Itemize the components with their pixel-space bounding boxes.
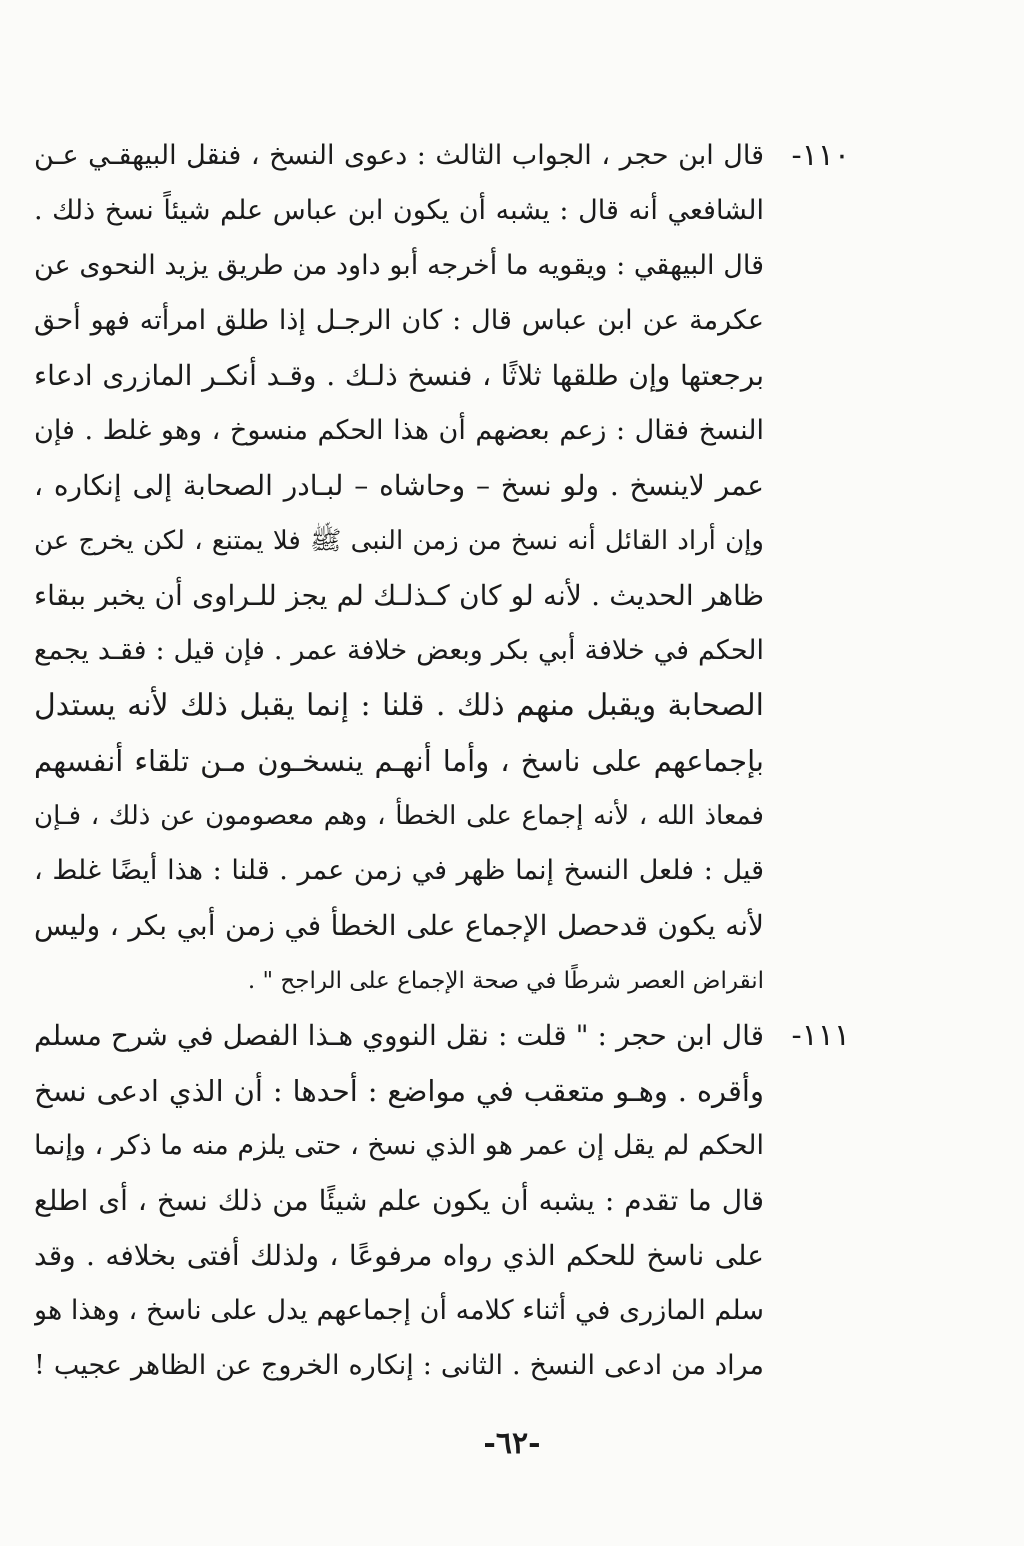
text-line-6: النسخ فقال : زعم بعضهم أن هذا الحكم منسوخ ، وهو غلط . فإن — [34, 415, 764, 446]
text-line-11: الصحابة ويقبل منهم ذلك . قلنا : إنما يقبل ذلك لأنه يستدل — [34, 688, 764, 723]
paragraph-number-110: ١١٠- — [791, 138, 850, 173]
text-line-23: مراد من ادعى النسخ . الثانى : إنكاره الخروج عن الظاهر عجيب ! — [34, 1350, 764, 1381]
text-line-7: عمر لاينسخ . ولو نسخ – وحاشاه – لبـادر الصحابة إلى إنكاره ، — [34, 469, 764, 502]
text-line-15: لأنه يكون قدحصل الإجماع على الخطأ في زمن أبي بكر ، وليس — [34, 909, 764, 942]
text-line-21: على ناسخ للحكم الذي رواه مرفوعًا ، ولذلك أفتى بخلافه . وقد — [34, 1239, 764, 1272]
text-line-8: وإن أراد القائل أنه نسخ من زمن النبى ﷺ فلا يمتنع ، لكن يخرج عن — [34, 526, 764, 556]
text-line-10: الحكم في خلافة أبي بكر وبعض خلافة عمر . فإن قيل : فقـد يجمع — [34, 635, 764, 666]
text-line-9: ظاهر الحديث . لأنه لو كان كـذلـك لم يجز للـراوى أن يخبر ببقاء — [34, 579, 764, 612]
text-line-14: قيل : فلعل النسخ إنما ظهر في زمن عمر . قلنا : هذا أيضًا غلط ، — [34, 855, 764, 886]
text-line-19: الحكم لم يقل إن عمر هو الذي نسخ ، حتى يلزم منه ما ذكر ، وإنما — [34, 1130, 764, 1161]
text-line-17: قال ابن حجر : " قلت : نقل النووي هـذا الفصل في شرح مسلم — [34, 1019, 764, 1052]
text-line-4: عكرمة عن ابن عباس قال : كان الرجـل إذا طلق امرأته فهو أحق — [34, 305, 764, 336]
text-line-12: بإجماعهم على ناسخ ، وأما أنهـم ينسخـون مـن تلقاء أنفسهم — [34, 744, 764, 778]
text-line-16: انقراض العصر شرطًا في صحة الإجماع على الراجح " . — [247, 968, 764, 994]
text-line-5: برجعتها وإن طلقها ثلاثًا ، فنسخ ذلـك . وقـد أنكـر المازرى ادعاء — [34, 359, 764, 392]
text-line-1: قال ابن حجر ، الجواب الثالث : دعوى النسخ ، فنقل البيهقـي عـن — [34, 140, 764, 171]
text-line-22: سلم المازرى في أثناء كلامه أن إجماعهم يدل على ناسخ ، وهذا هو — [34, 1295, 764, 1326]
paragraph-number-111: ١١١- — [791, 1018, 850, 1053]
text-line-20: قال ما تقدم : يشبه أن يكون علم شيئًا من ذلك نسخ ، أى اطلع — [34, 1184, 764, 1217]
page-number: -٦٢- — [483, 1426, 541, 1461]
text-line-13: فمعاذ الله ، لأنه إجماع على الخطأ ، وهم معصومون عن ذلك ، فـإن — [34, 801, 764, 831]
text-line-18: وأقره . وهـو متعقب في مواضع : أحدها : أن الذي ادعى نسخ — [34, 1074, 764, 1108]
text-line-2: الشافعي أنه قال : يشبه أن يكون ابن عباس علم شيئاً نسخ ذلك . — [34, 195, 764, 226]
text-line-3: قال البيهقي : ويقويه ما أخرجه أبو داود من طريق يزيد النحوى عن — [34, 250, 764, 281]
